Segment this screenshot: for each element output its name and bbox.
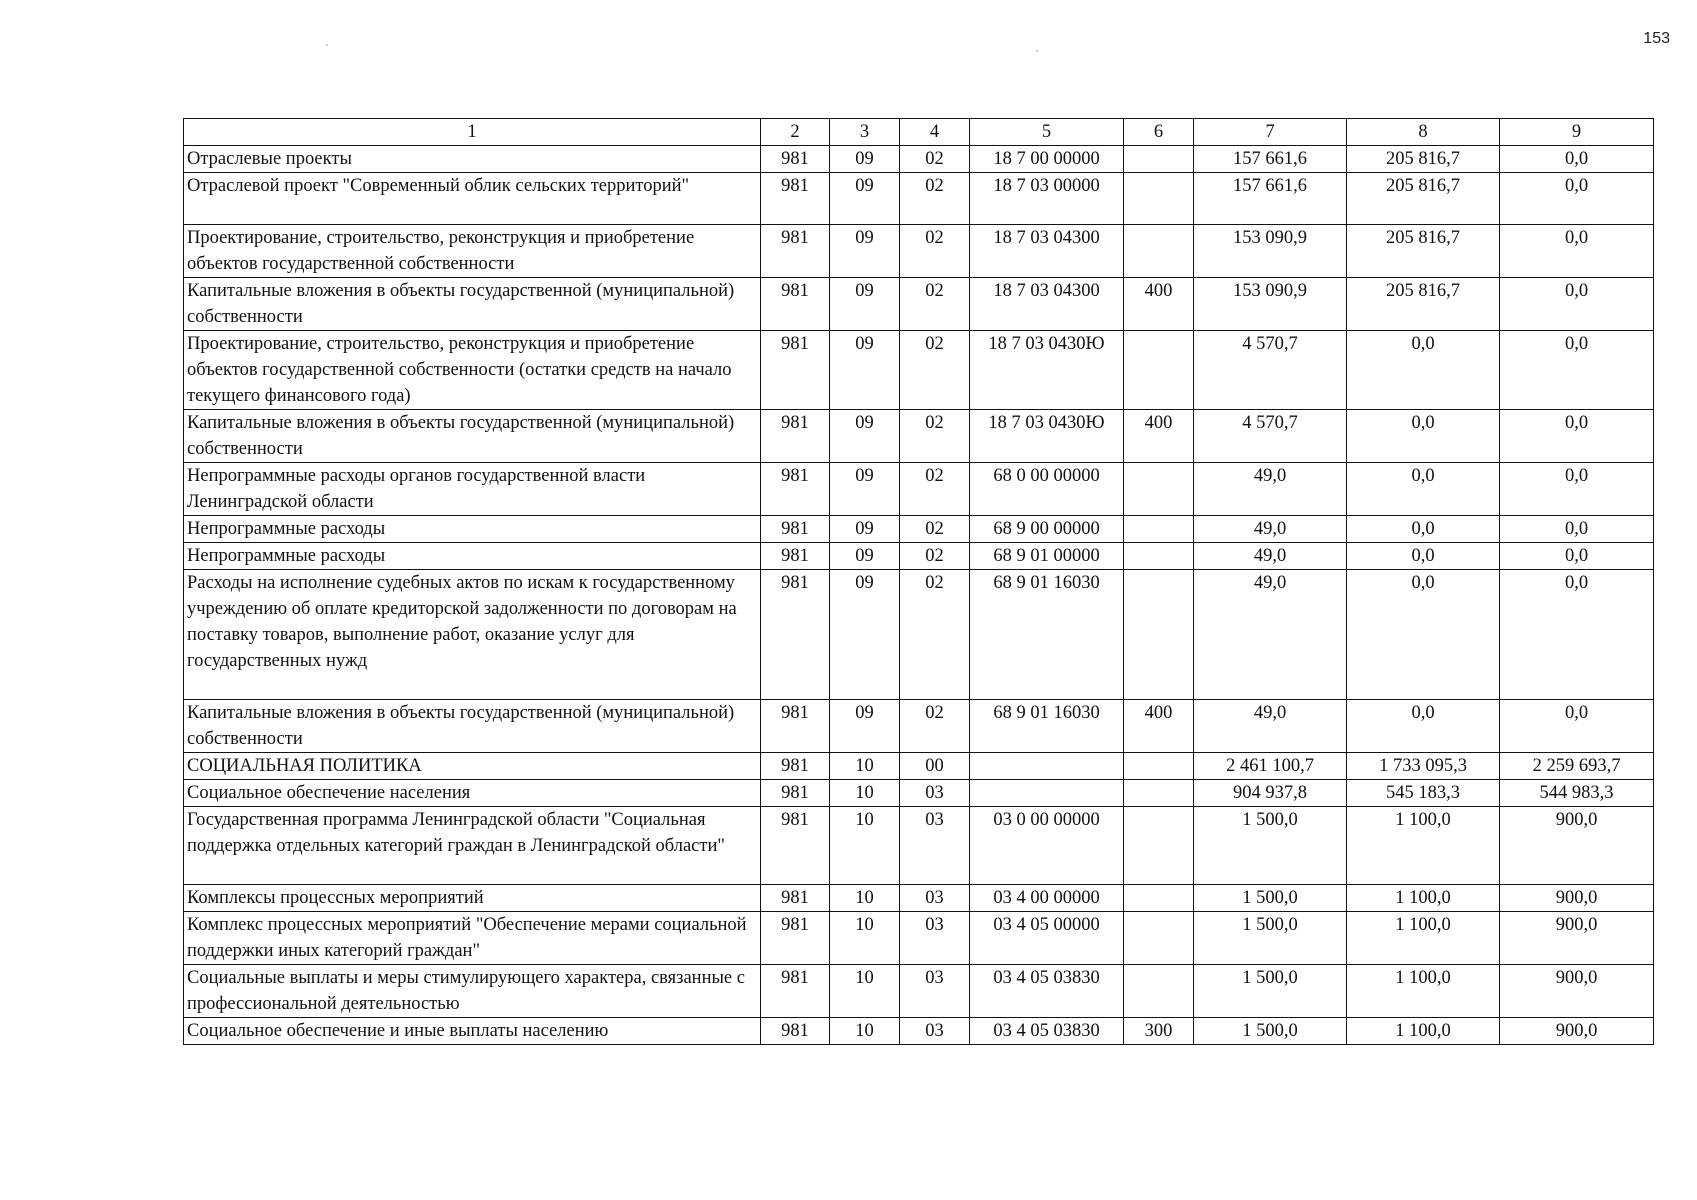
cell-c9: 0,0	[1500, 463, 1654, 516]
cell-c2: 981	[761, 278, 830, 331]
cell-c3: 09	[830, 146, 900, 173]
cell-c6	[1124, 516, 1194, 543]
row-name: Отраслевые проекты	[184, 146, 761, 173]
column-header: 1	[184, 119, 761, 146]
cell-c3: 09	[830, 173, 900, 225]
cell-c9: 0,0	[1500, 331, 1654, 410]
cell-c3: 09	[830, 331, 900, 410]
row-name: Непрограммные расходы	[184, 543, 761, 570]
cell-c9: 0,0	[1500, 570, 1654, 700]
cell-c5: 68 9 00 00000	[970, 516, 1124, 543]
cell-c8: 0,0	[1347, 463, 1500, 516]
cell-c2: 981	[761, 516, 830, 543]
table-row	[184, 807, 1654, 885]
cell-c4: 02	[900, 543, 970, 570]
cell-c3: 10	[830, 912, 900, 965]
column-header: 4	[900, 119, 970, 146]
row-name: Непрограммные расходы	[184, 516, 761, 543]
cell-c6	[1124, 912, 1194, 965]
column-header: 7	[1194, 119, 1347, 146]
cell-c7: 1 500,0	[1194, 912, 1347, 965]
cell-c3: 10	[830, 807, 900, 885]
cell-c2: 981	[761, 410, 830, 463]
cell-c5: 03 4 05 03830	[970, 965, 1124, 1018]
cell-c4: 02	[900, 225, 970, 278]
cell-c8: 1 100,0	[1347, 965, 1500, 1018]
cell-c4: 02	[900, 516, 970, 543]
cell-c8: 205 816,7	[1347, 278, 1500, 331]
row-name: Комплексы процессных мероприятий	[184, 885, 761, 912]
cell-c6	[1124, 807, 1194, 885]
cell-c4: 03	[900, 912, 970, 965]
table-row	[184, 463, 1654, 516]
cell-c6	[1124, 780, 1194, 807]
row-name: Социальные выплаты и меры стимулирующего характера, связанные с профессиональной деятельностью	[184, 965, 761, 1018]
cell-c5: 03 0 00 00000	[970, 807, 1124, 885]
cell-c6	[1124, 225, 1194, 278]
column-header: 8	[1347, 119, 1500, 146]
cell-c8: 1 100,0	[1347, 807, 1500, 885]
cell-c5: 68 9 01 16030	[970, 570, 1124, 700]
cell-c9: 0,0	[1500, 173, 1654, 225]
cell-c6	[1124, 885, 1194, 912]
cell-c5: 03 4 05 03830	[970, 1018, 1124, 1045]
cell-c7: 49,0	[1194, 570, 1347, 700]
table-row	[184, 753, 1654, 780]
table-row	[184, 516, 1654, 543]
cell-c5: 18 7 03 04300	[970, 225, 1124, 278]
cell-c7: 153 090,9	[1194, 278, 1347, 331]
row-name: Отраслевой проект "Современный облик сельских территорий"	[184, 173, 761, 225]
row-name: СОЦИАЛЬНАЯ ПОЛИТИКА	[184, 753, 761, 780]
cell-c3: 09	[830, 570, 900, 700]
table-row	[184, 780, 1654, 807]
cell-c6	[1124, 543, 1194, 570]
cell-c8: 0,0	[1347, 700, 1500, 753]
cell-c7: 157 661,6	[1194, 146, 1347, 173]
cell-c5: 18 7 03 00000	[970, 173, 1124, 225]
cell-c7: 2 461 100,7	[1194, 753, 1347, 780]
row-name: Непрограммные расходы органов государственной власти Ленинградской области	[184, 463, 761, 516]
cell-c4: 03	[900, 965, 970, 1018]
table-row	[184, 410, 1654, 463]
cell-c3: 10	[830, 965, 900, 1018]
cell-c6	[1124, 463, 1194, 516]
cell-c9: 0,0	[1500, 410, 1654, 463]
cell-c3: 10	[830, 753, 900, 780]
column-header: 9	[1500, 119, 1654, 146]
column-header: 6	[1124, 119, 1194, 146]
row-name: Проектирование, строительство, реконструкция и приобретение объектов государственной собственности	[184, 225, 761, 278]
column-header: 3	[830, 119, 900, 146]
cell-c2: 981	[761, 807, 830, 885]
cell-c5: 18 7 03 0430Ю	[970, 410, 1124, 463]
cell-c5: 18 7 00 00000	[970, 146, 1124, 173]
cell-c2: 981	[761, 173, 830, 225]
cell-c4: 02	[900, 331, 970, 410]
cell-c8: 205 816,7	[1347, 173, 1500, 225]
cell-c4: 02	[900, 410, 970, 463]
cell-c3: 09	[830, 463, 900, 516]
table-row	[184, 1018, 1654, 1045]
cell-c2: 981	[761, 570, 830, 700]
table-row	[184, 965, 1654, 1018]
row-name: Социальное обеспечение населения	[184, 780, 761, 807]
cell-c4: 02	[900, 463, 970, 516]
table-row	[184, 146, 1654, 173]
cell-c7: 49,0	[1194, 463, 1347, 516]
cell-c5: 68 9 01 00000	[970, 543, 1124, 570]
cell-c7: 1 500,0	[1194, 885, 1347, 912]
cell-c2: 981	[761, 331, 830, 410]
row-name: Комплекс процессных мероприятий "Обеспечение мерами социальной поддержки иных категорий граждан"	[184, 912, 761, 965]
cell-c6	[1124, 173, 1194, 225]
row-name: Капитальные вложения в объекты государственной (муниципальной) собственности	[184, 278, 761, 331]
cell-c7: 4 570,7	[1194, 410, 1347, 463]
row-name: Расходы на исполнение судебных актов по искам к государственному учреждению об оплате кредиторской задолженности по договорам на поставку товаров, выполнение работ, оказание услуг для государственных нужд	[184, 570, 761, 700]
cell-c2: 981	[761, 780, 830, 807]
cell-c8: 545 183,3	[1347, 780, 1500, 807]
cell-c8: 1 100,0	[1347, 1018, 1500, 1045]
cell-c7: 904 937,8	[1194, 780, 1347, 807]
cell-c8: 0,0	[1347, 410, 1500, 463]
cell-c4: 02	[900, 173, 970, 225]
cell-c8: 205 816,7	[1347, 225, 1500, 278]
table-row	[184, 225, 1654, 278]
cell-c9: 900,0	[1500, 885, 1654, 912]
cell-c8: 1 733 095,3	[1347, 753, 1500, 780]
table-row	[184, 885, 1654, 912]
cell-c5: 68 0 00 00000	[970, 463, 1124, 516]
cell-c9: 0,0	[1500, 225, 1654, 278]
table-row	[184, 700, 1654, 753]
cell-c9: 900,0	[1500, 912, 1654, 965]
cell-c2: 981	[761, 225, 830, 278]
cell-c9: 0,0	[1500, 146, 1654, 173]
cell-c4: 02	[900, 146, 970, 173]
row-name: Капитальные вложения в объекты государственной (муниципальной) собственности	[184, 700, 761, 753]
cell-c3: 10	[830, 885, 900, 912]
cell-c6: 400	[1124, 700, 1194, 753]
cell-c3: 10	[830, 780, 900, 807]
cell-c9: 2 259 693,7	[1500, 753, 1654, 780]
table-row	[184, 912, 1654, 965]
cell-c6	[1124, 570, 1194, 700]
cell-c5: 18 7 03 0430Ю	[970, 331, 1124, 410]
cell-c7: 4 570,7	[1194, 331, 1347, 410]
table-row	[184, 173, 1654, 225]
table-row	[184, 331, 1654, 410]
cell-c5: 68 9 01 16030	[970, 700, 1124, 753]
cell-c5	[970, 780, 1124, 807]
cell-c6	[1124, 146, 1194, 173]
cell-c3: 09	[830, 516, 900, 543]
cell-c2: 981	[761, 543, 830, 570]
cell-c3: 09	[830, 543, 900, 570]
cell-c8: 1 100,0	[1347, 912, 1500, 965]
cell-c8: 0,0	[1347, 516, 1500, 543]
cell-c4: 03	[900, 780, 970, 807]
cell-c9: 900,0	[1500, 965, 1654, 1018]
cell-c7: 1 500,0	[1194, 807, 1347, 885]
row-name: Социальное обеспечение и иные выплаты населению	[184, 1018, 761, 1045]
cell-c2: 981	[761, 753, 830, 780]
cell-c7: 1 500,0	[1194, 965, 1347, 1018]
cell-c4: 03	[900, 1018, 970, 1045]
cell-c2: 981	[761, 700, 830, 753]
column-header: 2	[761, 119, 830, 146]
page-number: 153	[1643, 30, 1670, 47]
cell-c8: 0,0	[1347, 543, 1500, 570]
table-row	[184, 570, 1654, 700]
cell-c7: 157 661,6	[1194, 173, 1347, 225]
cell-c7: 1 500,0	[1194, 1018, 1347, 1045]
cell-c9: 0,0	[1500, 700, 1654, 753]
cell-c5: 18 7 03 04300	[970, 278, 1124, 331]
cell-c5	[970, 753, 1124, 780]
cell-c3: 09	[830, 225, 900, 278]
cell-c9: 900,0	[1500, 1018, 1654, 1045]
table-header-row	[184, 119, 1654, 146]
cell-c4: 02	[900, 700, 970, 753]
cell-c9: 544 983,3	[1500, 780, 1654, 807]
cell-c6: 300	[1124, 1018, 1194, 1045]
cell-c5: 03 4 05 00000	[970, 912, 1124, 965]
cell-c3: 09	[830, 410, 900, 463]
cell-c2: 981	[761, 1018, 830, 1045]
scan-speck	[326, 44, 328, 46]
cell-c3: 09	[830, 700, 900, 753]
cell-c4: 03	[900, 885, 970, 912]
cell-c2: 981	[761, 965, 830, 1018]
cell-c7: 49,0	[1194, 516, 1347, 543]
cell-c7: 49,0	[1194, 543, 1347, 570]
column-header: 5	[970, 119, 1124, 146]
row-name: Проектирование, строительство, реконструкция и приобретение объектов государственной собственности (остатки средств на начало текущего финансового года)	[184, 331, 761, 410]
cell-c2: 981	[761, 463, 830, 516]
cell-c9: 0,0	[1500, 543, 1654, 570]
cell-c8: 1 100,0	[1347, 885, 1500, 912]
cell-c5: 03 4 00 00000	[970, 885, 1124, 912]
cell-c3: 09	[830, 278, 900, 331]
cell-c4: 00	[900, 753, 970, 780]
cell-c7: 49,0	[1194, 700, 1347, 753]
cell-c8: 205 816,7	[1347, 146, 1500, 173]
cell-c8: 0,0	[1347, 331, 1500, 410]
cell-c6	[1124, 331, 1194, 410]
scan-speck	[1036, 50, 1038, 52]
cell-c9: 0,0	[1500, 516, 1654, 543]
cell-c4: 02	[900, 278, 970, 331]
table-row	[184, 278, 1654, 331]
cell-c6: 400	[1124, 278, 1194, 331]
row-name: Государственная программа Ленинградской области "Социальная поддержка отдельных категорий граждан в Ленинградской области"	[184, 807, 761, 885]
cell-c4: 03	[900, 807, 970, 885]
cell-c2: 981	[761, 912, 830, 965]
cell-c6: 400	[1124, 410, 1194, 463]
cell-c9: 0,0	[1500, 278, 1654, 331]
cell-c4: 02	[900, 570, 970, 700]
cell-c7: 153 090,9	[1194, 225, 1347, 278]
budget-table	[183, 118, 1654, 1045]
cell-c6	[1124, 753, 1194, 780]
table-row	[184, 543, 1654, 570]
cell-c9: 900,0	[1500, 807, 1654, 885]
cell-c2: 981	[761, 146, 830, 173]
row-name: Капитальные вложения в объекты государственной (муниципальной) собственности	[184, 410, 761, 463]
cell-c2: 981	[761, 885, 830, 912]
cell-c6	[1124, 965, 1194, 1018]
cell-c3: 10	[830, 1018, 900, 1045]
cell-c8: 0,0	[1347, 570, 1500, 700]
